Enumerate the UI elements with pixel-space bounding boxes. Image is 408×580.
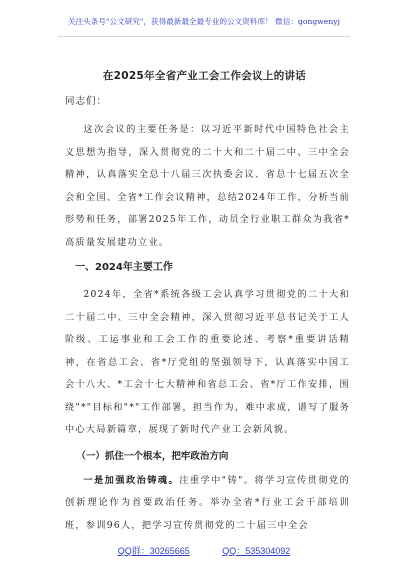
header-divider <box>58 36 350 37</box>
subsection-1-lead: 一是加强政治铸魂。 <box>83 474 180 486</box>
section-1-paragraph: 2024年，全省*系统各级工会认真学习贯彻党的二十大和二十届二中、三中全会精神，深入贯彻习近平总书记关于工人阶级、工运事业和工会工作的重要论述、考察*重要讲话精神，在省总工会、省*厅党组的坚强领导下，认真落实中国工会十八大、*工会十七大精神和省总工会、省*厅工作安排，围绕"*"目标和"*"工作部署，担当作为，难中求成，谱写了服务中心大局新篇章，展现了新时代产业工会新风貌。 <box>65 289 350 435</box>
header-banner: 关注头条号"公文研究"，获得最新最全最专业的公文资料库！ 微信：gongwenyj <box>67 17 341 26</box>
intro-paragraph: 这次会议的主要任务是：以习近平新时代中国特色社会主义思想为指导，深入贯彻党的二十大和二十届二中、三中全会精神，认真落实全总十八届三次执委会议、省总十七届五次全会和全国、全省*工作会议精神，总结2024年工作，分析当前形势和任务，部署2025年工作，动员全行业职工群众为我省*高质量发展建功立业。 <box>65 124 350 248</box>
salutation: 同志们： <box>65 96 108 107</box>
document-page <box>59 60 350 537</box>
document-title: 在2025年全省产业工会工作会议上的讲话 <box>102 70 307 82</box>
subsection-1-text: 注重学中"铸"。将学习宣传贯彻党的创新理论作为首要政治任务。举办全省*行业工会干部培训班，参训96人，把学习宣传贯彻党的二十届三中全会 <box>65 474 351 531</box>
footer-contact <box>0 544 408 557</box>
subsection-1-paragraph <box>65 470 350 538</box>
footer-qq[interactable]: QQ：535304092 <box>222 546 291 556</box>
subsection-heading-1: （一）抓住一个根本，把牢政治方向 <box>76 450 229 462</box>
footer-qq-group[interactable]: QQ群：30265665 <box>117 546 190 556</box>
section-heading-1: 一、2024年主要工作 <box>75 262 173 273</box>
